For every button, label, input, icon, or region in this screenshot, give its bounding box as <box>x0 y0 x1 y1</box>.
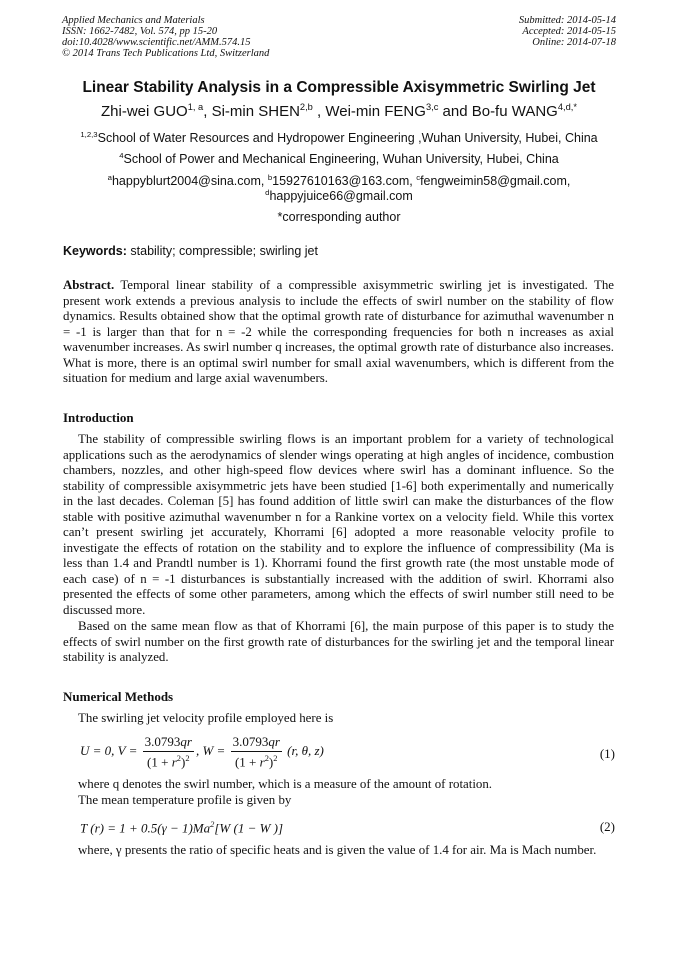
abstract-text: Temporal linear stability of a compressible axisymmetric swirling jet is investigated. The present work extends a previous analysis to include the effects of swirl number on the stability of flow dynamics. Results obtained show that the optimal growth rate of disturbance for azimuthal wavenumber n = -1 is larger than that for n = -2 while the corresponding frequencies for both n increases as axial wavenumber increases. As swirl number q increases, the optimal growth rate of disturbance also increases. What is more, there is an optimal swirl number for small axial wavenumbers, which is different from the situation for medium and large axial wavenumbers. <box>63 278 614 385</box>
paper-title: Linear Stability Analysis in a Compressible Axisymmetric Swirling Jet <box>82 79 596 96</box>
keywords <box>63 244 318 258</box>
email-link[interactable]: happyblurt2004@sina.com, <box>111 174 265 188</box>
eq1-lhs: U = 0, V = <box>80 743 138 759</box>
author-name: Si-min SHEN <box>211 103 300 120</box>
eq1-den-close: ) <box>180 754 186 770</box>
eq1-den-pow: 2 <box>185 753 190 763</box>
date-online: Online: 2014-07-18 <box>532 37 616 48</box>
eq1-den-pow: 2 <box>273 753 278 763</box>
date-accepted: Accepted: 2014-05-15 <box>522 26 616 37</box>
eq1-den-open: (1 + <box>147 754 172 770</box>
eq1-den-var: r <box>259 754 265 770</box>
author-name: Zhi-wei GUO <box>101 103 188 120</box>
author-sup: 3,c <box>425 102 439 112</box>
eq2-text: T (r) = 1 + 0.5(γ − 1)Ma <box>80 820 211 836</box>
section-heading-numerical-methods: Numerical Methods <box>63 689 174 704</box>
email-line <box>30 174 648 189</box>
email-link[interactable]: fengweimin58@gmail.com, <box>420 174 571 188</box>
gamma-note: where, γ presents the ratio of specific heats and is given the value of 1.4 for air. Ma is Mach number. <box>78 843 597 857</box>
eq1-den-close: ) <box>268 754 274 770</box>
email-sup: b <box>267 172 273 182</box>
journal-name: Applied Mechanics and Materials <box>62 15 205 26</box>
email-link[interactable]: 15927610163@163.com, <box>272 174 413 188</box>
eq2-tail: [W (1 − W )] <box>214 820 284 836</box>
affiliation <box>30 131 648 146</box>
email-sup: d <box>265 187 270 197</box>
keywords-label: Keywords: <box>63 244 127 258</box>
eq1-vars: qr <box>268 734 280 749</box>
journal-issn: ISSN: 1662-7482, Vol. 574, pp 15-20 <box>62 26 218 37</box>
email-link[interactable]: happyjuice66@gmail.com <box>269 189 413 203</box>
introduction-paragraph-1: The stability of compressible swirling flows is an important problem for a variety of technological applications such as the aerodynamics of slender wings operating at high angles of incidence, combustion chambers, nozzles, and other high-speed flow devices where swirl has a dominant influence. So the stability of compressible axisymmetric jets have been studied [1-6] both experimentally and numerically in the last decades. Coleman [5] has found addition of little swirl can make the disturbances of the flow stable with positive azimuthal wavenumber n for a Rankine vortex on a velocity field. While this vortex can’t present swirling jet accurately, Khorrami [6] adopted a more reasonable velocity profile to investigate the effects of rotation on the stability and to explore the influence of compressibility (Ma is less than 1.4 and Prandtl number is 1). Khorrami found the first growth rate (the most unstable mode of each case) of n = -1 disturbances is substantially increased with the addition of swirl. Khorrami also presented the effects of some other parameters, among which the effects of swirl number still need to be discussed more. <box>63 432 614 617</box>
corresponding-note: *corresponding author <box>277 210 401 224</box>
date-submitted: Submitted: 2014-05-14 <box>518 15 616 26</box>
swirl-number-note: where q denotes the swirl number, which is a measure of the amount of rotation. <box>78 777 493 791</box>
email-sup: a <box>107 172 112 182</box>
affiliation-sup: 4 <box>119 150 124 160</box>
affiliation-text: School of Power and Mechanical Engineering, Wuhan University, Hubei, China <box>123 152 559 166</box>
temperature-profile-intro: The mean temperature profile is given by <box>78 793 292 807</box>
eq1-fraction-w <box>231 734 282 770</box>
journal-info <box>62 15 269 59</box>
eq1-rhs: (r, θ, z) <box>283 743 324 759</box>
author-sup: 2,b <box>299 102 313 112</box>
eq1-mid: , W = <box>195 743 226 759</box>
publication-dates <box>519 15 616 48</box>
eq1-coef: 3.0793 <box>232 734 269 749</box>
eq1-coef: 3.0793 <box>144 734 181 749</box>
equation-2 <box>80 819 283 836</box>
eq1-den-var: r <box>171 754 177 770</box>
email-sup: c <box>416 172 421 182</box>
eq1-den-sq: 2 <box>264 753 269 763</box>
author-sup: 4,d,* <box>557 102 577 112</box>
equation-1-number: (1) <box>599 746 615 761</box>
author-name: Wei-min FENG <box>325 103 426 120</box>
email-line <box>30 189 648 204</box>
eq1-fraction-v <box>143 734 194 770</box>
keywords-text: stability; compressible; swirling jet <box>130 244 318 258</box>
author-list: Zhi-wei GUO$^{1, a}$, Si-min SHEN$^{2,b}$ , Wei-min FENG$^{3,c}$ and Bo-fu $WANG^{4,d,*}$ <box>101 102 577 120</box>
journal-copyright: © 2014 Trans Tech Publications Ltd, Switzerland <box>62 48 270 59</box>
eq1-den-sq: 2 <box>176 753 181 763</box>
eq1-den-open: (1 + <box>234 754 260 770</box>
abstract-label: Abstract. <box>63 278 115 292</box>
affiliation-text: School of Water Resources and Hydropower Engineering ,Wuhan University, Hubei, China <box>97 131 598 145</box>
velocity-profile-intro: The swirling jet velocity profile employed here is <box>78 711 334 725</box>
equation-1 <box>80 734 324 770</box>
introduction-paragraph-2: Based on the same mean flow as that of Khorrami [6], the main purpose of this paper is to study the effects of swirl number on the first growth rate of disturbances for the swirling jet and the temporal linear stability is analyzed. <box>63 619 614 664</box>
affiliation-sup: 1,2,3 <box>80 129 98 139</box>
author-sup: 1, a <box>187 102 204 112</box>
abstract <box>63 278 614 387</box>
eq1-vars: qr <box>180 734 192 749</box>
affiliation <box>30 152 648 167</box>
section-heading-introduction: Introduction <box>63 410 134 425</box>
author-name: Bo-fu WANG <box>471 103 558 120</box>
eq2-sup: 2 <box>210 819 215 829</box>
journal-doi: doi:10.4028/www.scientific.net/AMM.574.15 <box>62 37 251 48</box>
equation-2-number: (2) <box>599 819 615 834</box>
